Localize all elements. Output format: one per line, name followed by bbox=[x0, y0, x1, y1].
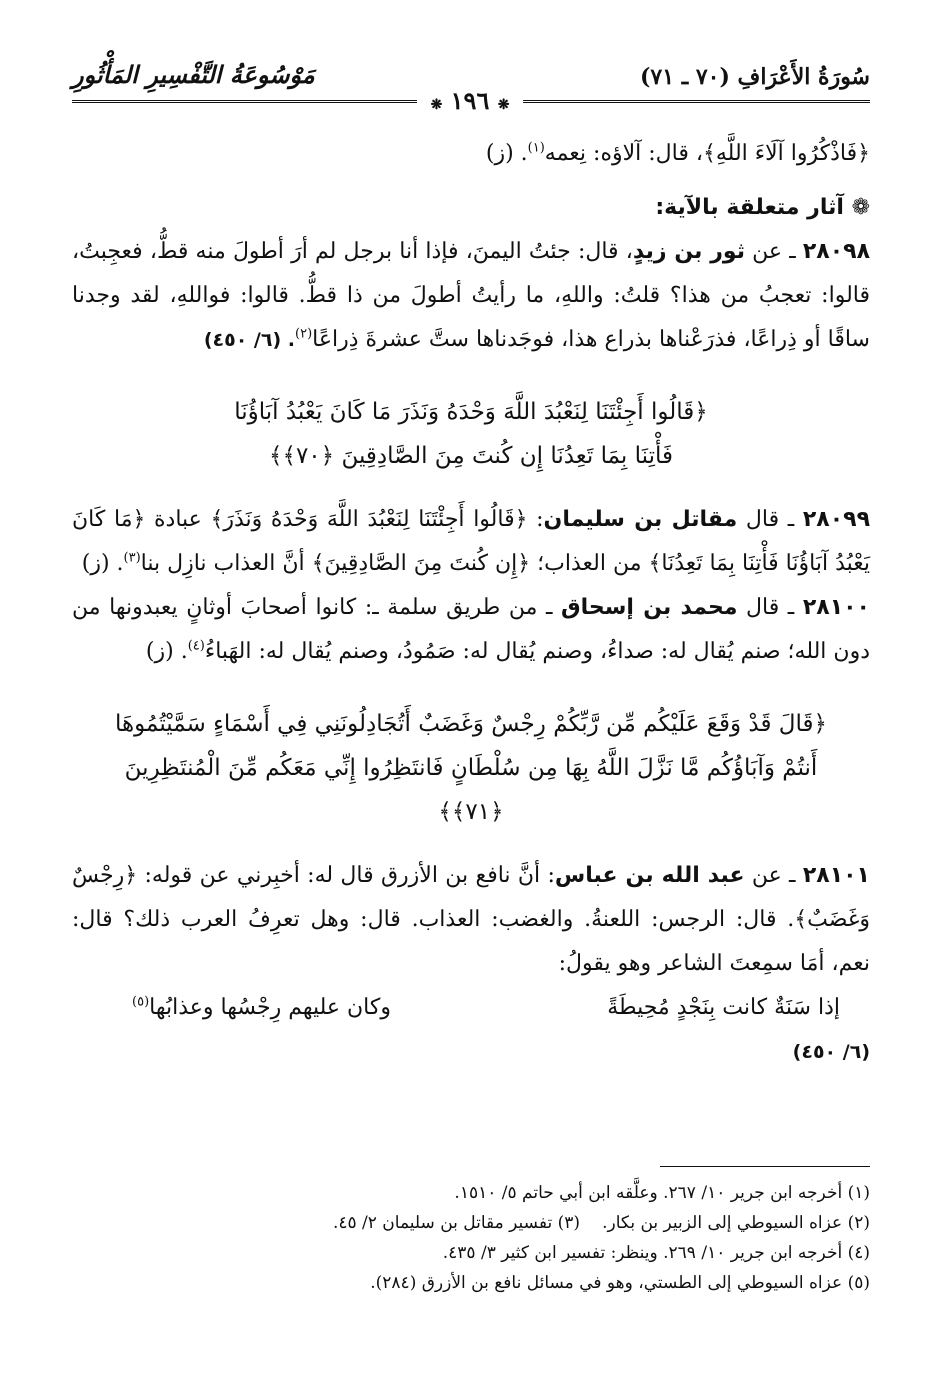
page-number-block bbox=[0, 86, 940, 115]
footnote-3: (٣) تفسير مقاتل بن سليمان ٢/ ٤٥. bbox=[332, 1213, 580, 1233]
poem-verse bbox=[72, 986, 870, 1030]
ornament-icon: ❋ bbox=[497, 97, 510, 113]
athar-28098: ٢٨٠٩٨ ـ عن ثور بن زيدٍ، قال: جئتُ اليمنَ، فإذا أنا برجل لم أرَ أطولَ منه قطُّ، فعجِبتُ، قالوا: تعجبُ من هذا؟ قلتُ: واللهِ، ما رأيتُ أطولَ من ذا قطُّ. قالوا: فواللهِ، لقد وجدنا ساقًا أو ذِراعًا، فذرَعْناها بذراع هذا، فوجَدناها ستَّ عشرةَ ذِراعًا$^{(٢)}$. (٦/ ٤٥٠) bbox=[72, 239, 871, 352]
athar-28100: ٢٨١٠٠ ـ قال محمد بن إسحاق ـ من طريق سلمة ـ: كانوا أصحابَ أوثانٍ يعبدونها من دون الله؛ صنم يُقال له: صداءُ، وصنم يُقال له: صَمُودُ، وصنم يُقال له: الهَباءُ$^{(٤)}$. (ز) bbox=[72, 595, 870, 664]
athar-number: ٢٨١٠٠ bbox=[802, 595, 870, 620]
footnote-separator bbox=[660, 1166, 870, 1167]
footnote-marker: (٥) bbox=[132, 994, 150, 1010]
narrator-name: محمد بن إسحاق bbox=[560, 595, 738, 620]
footnote-4: (٤) أخرجه ابن جرير ١٠/ ٢٦٩. وينظر: تفسير ابن كثير ٣/ ٤٣٥. bbox=[442, 1243, 870, 1263]
athar-number: ٢٨٠٩٨ bbox=[802, 239, 871, 264]
volume-reference: . (٦/ ٤٥٠) bbox=[203, 329, 296, 351]
volume-reference: (٦/ ٤٥٠) bbox=[792, 1041, 870, 1063]
footnote-2: (٢) عزاه السيوطي إلى الزبير بن بكار. bbox=[602, 1213, 870, 1233]
flower-icon: ❁ bbox=[851, 195, 870, 220]
footnotes bbox=[72, 1178, 870, 1298]
page-number: ١٩٦ bbox=[450, 86, 490, 115]
footnote-marker: (٣) bbox=[123, 550, 141, 566]
athar-28099: ٢٨٠٩٩ ـ قال مقاتل بن سليمان: ﴿قَالُوا أَجِئْتَنَا لِنَعْبُدَ اللَّهَ وَحْدَهُ وَنَذَرَ﴾ عبادة ﴿مَا كَانَ يَعْبُدُ آبَاؤُنَا فَأْتِنَا بِمَا تَعِدُنَا﴾ من العذاب؛ ﴿إِن كُنتَ مِنَ الصَّادِقِينَ﴾ أنَّ العذاب نازِل بنا$^{(٣)}$. (ز) bbox=[72, 507, 870, 576]
verse-71: ﴿قَالَ قَدْ وَقَعَ عَلَيْكُم مِّن رَّبِّكُمْ رِجْسٌ وَغَضَبٌ أَتُجَادِلُونَنِي فِي أَسْمَاءٍ سَمَّيْتُمُوهَا أَنتُمْ وَآبَاؤُكُم مَّا نَزَّلَ اللَّهُ بِهَا مِن سُلْطَانٍ فَانتَظِرُوا إِنِّي مَعَكُم مِّنَ الْمُنتَظِرِينَ ﴿٧١﴾﴾ bbox=[115, 711, 827, 825]
main-text bbox=[72, 132, 870, 1074]
ornament-icon: ❋ bbox=[430, 97, 443, 113]
athar-number: ٢٨١٠١ bbox=[802, 863, 870, 888]
opening-line: ﴿فَاذْكُرُوا آلَاءَ اللَّهِ﴾، قال: آلاؤه: نِعمه$^{(١)}$. (ز) bbox=[485, 140, 870, 166]
footnote-1: (١) أخرجه ابن جرير ١٠/ ٢٦٧. وعلَّقه ابن أبي حاتم ٥/ ١٥١٠. bbox=[454, 1183, 870, 1203]
footnote-marker: (٤) bbox=[187, 638, 205, 654]
footnote-5: (٥) عزاه السيوطي إلى الطستي، وهو في مسائل نافع بن الأزرق (٢٨٤). bbox=[370, 1273, 870, 1293]
narrator-name: عبد الله بن عباس bbox=[554, 863, 745, 888]
narrator-name: ثور بن زيدٍ bbox=[632, 239, 745, 264]
verse-quote: ﴿فَاذْكُرُوا آلَاءَ اللَّهِ﴾ bbox=[702, 141, 870, 166]
book-title: مَوْسُوعَةُ التَّفْسِيرِ المَأْثُورِ bbox=[72, 60, 315, 89]
surah-title: سُورَةُ الأَعْرَافِ (٧٠ ـ ٧١) bbox=[640, 64, 870, 90]
footnote-marker: (٢) bbox=[295, 326, 313, 342]
verse-70: ﴿قَالُوا أَجِئْتَنَا لِنَعْبُدَ اللَّهَ وَحْدَهُ وَنَذَرَ مَا كَانَ يَعْبُدُ آبَاؤُنَا فَأْتِنَا بِمَا تَعِدُنَا إِن كُنتَ مِنَ الصَّادِقِينَ ﴿٧٠﴾﴾ bbox=[234, 399, 708, 469]
poem-reference-line bbox=[72, 1030, 870, 1074]
athar-number: ٢٨٠٩٩ bbox=[802, 507, 870, 532]
narrator-name: مقاتل بن سليمان bbox=[543, 507, 738, 532]
section-heading: ❁ آثار متعلقة بالآية: bbox=[655, 195, 870, 220]
footnote-marker: (١) bbox=[527, 140, 545, 156]
athar-28101: ٢٨١٠١ ـ عن عبد الله بن عباس: أنَّ نافع بن الأزرق قال له: أخبِرني عن قوله: ﴿رِجْسٌ وَغَضَبٌ﴾. قال: الرجس: اللعنةُ. والغضب: العذاب. قال: وهل تعرِفُ العرب ذلك؟ قال: نعم، أمَا سمِعتَ الشاعر وهو يقولُ: bbox=[72, 863, 870, 976]
poem-hemistich-2: وكان عليهم رِجْسُها وعذابُها$^{(٥)}$ bbox=[132, 994, 391, 1020]
poem-hemistich-1: إذا سَنَةٌ كانت بِنَجْدٍ مُحِيطَةً bbox=[607, 995, 840, 1020]
